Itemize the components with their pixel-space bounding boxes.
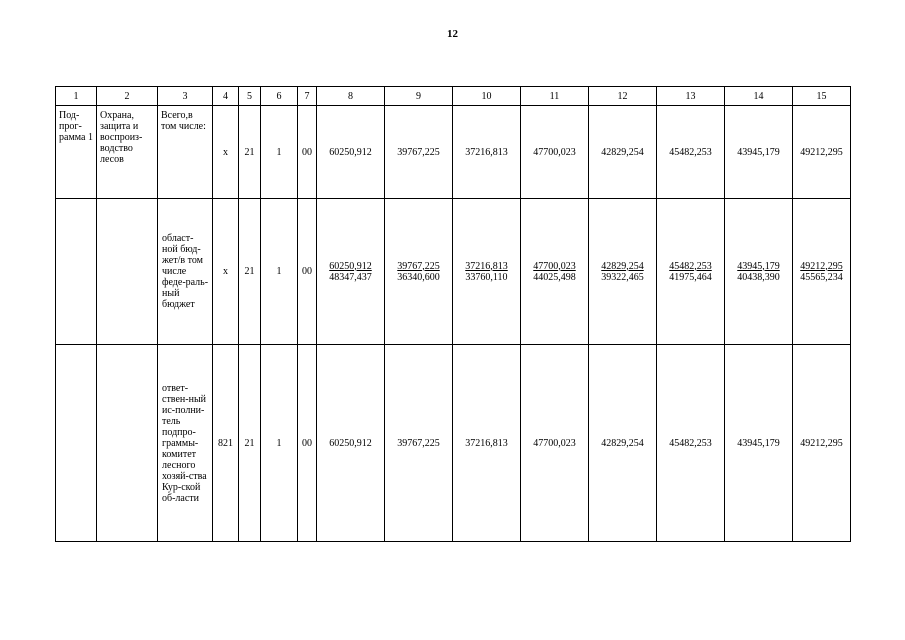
value-cell [385,199,453,345]
total-value: 37216,813 [465,260,508,272]
value-cell: 37216,813 [453,345,521,542]
header-cell: 14 [725,87,793,106]
header-cell: 7 [298,87,317,106]
code-cell: 00 [298,345,317,542]
value-cell: 42829,254 [589,106,657,199]
federal-value: 36340,600 [397,271,440,283]
value-cell: 49212,295 [793,345,851,542]
empty-cell [97,199,158,345]
header-row [56,87,851,106]
value-cell [657,199,725,345]
total-value: 60250,912 [329,260,372,272]
value-cell [725,199,793,345]
header-cell: 5 [239,87,261,106]
value-cell: 42829,254 [589,345,657,542]
total-value: 42829,254 [601,260,644,272]
header-cell: 3 [158,87,213,106]
total-value: 47700,023 [533,260,576,272]
value-cell: 60250,912 [317,345,385,542]
value-cell [317,199,385,345]
empty-cell [97,345,158,542]
federal-value: 44025,498 [533,271,576,283]
funding-source: област-ной бюд-жет/в том числе феде-раль-ный бюджет [158,199,213,345]
header-cell: 2 [97,87,158,106]
federal-value: 41975,464 [669,271,712,283]
funding-source: Всего,в том числе: [158,106,213,199]
empty-cell [56,199,97,345]
federal-value: 39322,465 [601,271,644,283]
header-cell: 8 [317,87,385,106]
code-cell: 00 [298,106,317,199]
value-cell: 60250,912 [317,106,385,199]
value-cell: 45482,253 [657,345,725,542]
value-cell [521,199,589,345]
header-cell: 15 [793,87,851,106]
code-cell: 21 [239,345,261,542]
header-cell: 1 [56,87,97,106]
total-value: 45482,253 [669,260,712,272]
code-cell: 821 [213,345,239,542]
header-cell: 9 [385,87,453,106]
value-cell: 43945,179 [725,106,793,199]
federal-value: 45565,234 [800,271,843,283]
total-value: 49212,295 [800,260,843,272]
code-cell: х [213,199,239,345]
header-cell: 13 [657,87,725,106]
value-cell: 49212,295 [793,106,851,199]
budget-table [55,86,851,542]
total-value: 39767,225 [397,260,440,272]
value-cell [793,199,851,345]
value-cell [453,199,521,345]
header-cell: 11 [521,87,589,106]
value-cell: 47700,023 [521,106,589,199]
value-cell: 43945,179 [725,345,793,542]
value-cell: 39767,225 [385,106,453,199]
table-row [56,345,851,542]
responsible-executor: ответ-ствен-ный ис-полни-тель подпро-граммы-комитет лесного хозяй-ства Кур-ской об-ласти [158,345,213,542]
federal-value: 40438,390 [737,271,780,283]
header-cell: 6 [261,87,298,106]
code-cell: х [213,106,239,199]
table-row [56,106,851,199]
subprogram-title: Охрана, защита и воспроиз-водство лесов [97,106,158,199]
federal-value: 33760,110 [465,271,508,283]
header-cell: 12 [589,87,657,106]
code-cell: 1 [261,345,298,542]
page-number: 12 [447,28,458,40]
header-cell: 10 [453,87,521,106]
code-cell: 21 [239,199,261,345]
subprogram-label: Под-прог-рамма 1 [56,106,97,199]
table-row [56,199,851,345]
federal-value: 48347,437 [329,271,372,283]
code-cell: 1 [261,199,298,345]
code-cell: 21 [239,106,261,199]
value-cell: 39767,225 [385,345,453,542]
value-cell: 47700,023 [521,345,589,542]
value-cell [589,199,657,345]
code-cell: 1 [261,106,298,199]
value-cell: 45482,253 [657,106,725,199]
empty-cell [56,345,97,542]
header-cell: 4 [213,87,239,106]
value-cell: 37216,813 [453,106,521,199]
total-value: 43945,179 [737,260,780,272]
code-cell: 00 [298,199,317,345]
